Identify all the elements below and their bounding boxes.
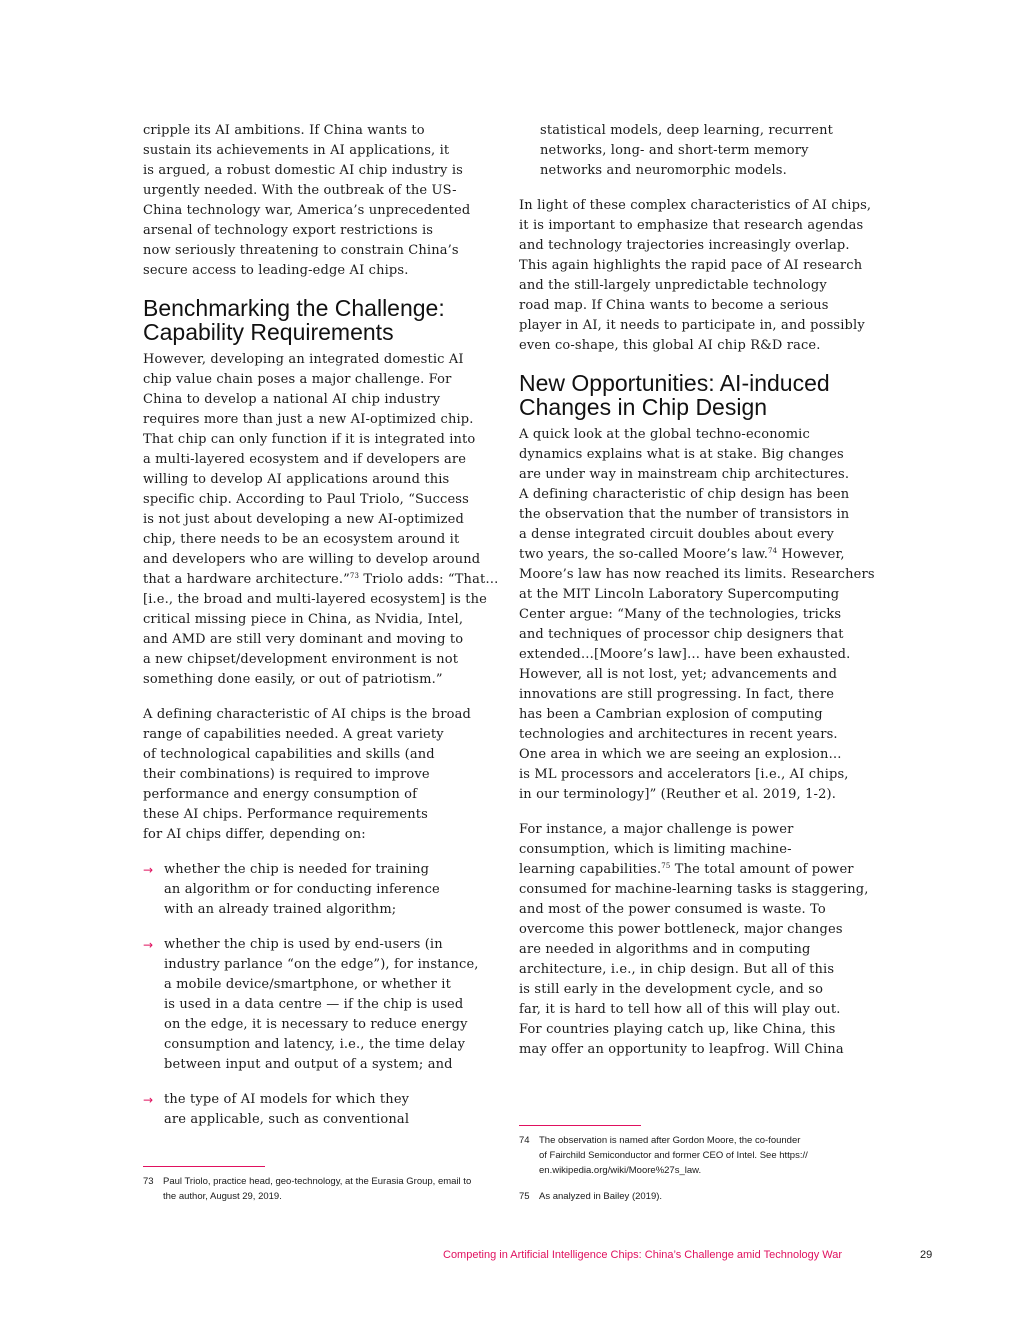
paragraph-text: The total amount of power consumed for machine-learning tasks is staggering, and most of the power consumed is waste. To overcome this power bottleneck, major changes are needed in algorithms and in computing architecture, i.e., in chip design. But all of this is still early in the development cycle, and so far, it is hard to tell how all of this will play out. For countries playing catch up, like China, this may offer an opportunity to leapfrog. Will China	[519, 862, 869, 1057]
paragraph-text: A quick look at the global techno-economic dynamics explains what is at stake. Big changes are under way in mainstream chip architectures. A defining characteristic of chip design has been the observation that the number of transistors in a dense integrated circuit doubles about every two years, the so-called Moore’s law.	[519, 427, 850, 562]
footnote-ref-75[interactable]: 75	[661, 862, 671, 870]
footnote-text: The observation is named after Gordon Moore, the co-founder of Fairchild Semiconductor and former CEO of Intel. See https:// en.wikipedia.org/wiki/Moore%27s_law.	[539, 1135, 808, 1176]
left-column	[143, 121, 505, 1145]
paragraph-text: Triolo adds: “That… [i.e., the broad and multi-layered ecosystem] is the critical missing piece in China, as Nvidia, Intel, and AMD are still very dominant and moving to a new chipset/development environment is not something done easily, or out of patriotism.”	[143, 572, 499, 687]
paragraph-power-consumption	[519, 820, 881, 1060]
right-arrow-icon: →	[143, 938, 154, 952]
paragraph-text: For instance, a major challenge is power consumption, which is limiting machine- learning capabilities.	[519, 822, 794, 877]
paragraph-complex-characteristics: In light of these complex characteristics of AI chips, it is important to emphasize that research agendas and technology trajectories increasingly overlap. This again highlights the rapid pace of AI research and the still-largely unpredictable technology road map. If China wants to become a serious player in AI, it needs to participate in, and possibly even co-shape, this global AI chip R&D race.	[519, 198, 872, 353]
running-footer-title: Competing in Artificial Intelligence Chips: China’s Challenge amid Technology War	[443, 1249, 843, 1261]
list-item-text: statistical models, deep learning, recurrent networks, long- and short-term memory networks and neuromorphic models.	[540, 123, 834, 178]
footnote-ref-73[interactable]: 73	[349, 572, 360, 580]
footnote-divider	[143, 1166, 265, 1167]
footnote-divider	[519, 1125, 641, 1126]
list-item	[143, 860, 505, 920]
right-column	[519, 121, 881, 1075]
paragraph-moores-law	[519, 425, 881, 805]
paragraph-text: However, developing an integrated domestic AI chip value chain poses a major challenge. For China to develop a national AI chip industry requires more than just a new AI-optimized chip. That chip can only function if it is integrated into a multi-layered ecosystem and if developers are willing to develop AI applications around this specific chip. According to Paul Triolo, “Success is not just about developing a new AI-optimized chip, there needs to be an ecosystem around it and developers who are willing to develop around that a hardware architecture.”	[143, 352, 481, 587]
footnote-75	[519, 1189, 881, 1204]
footnote-text: As analyzed in Bailey (2019).	[539, 1191, 663, 1202]
footnote-text: Paul Triolo, practice head, geo-technology, at the Eurasia Group, email to the author, August 29, 2019.	[163, 1176, 472, 1202]
page-number: 29	[920, 1249, 933, 1261]
footnote-74	[519, 1133, 881, 1178]
footnote-73	[143, 1174, 505, 1204]
right-arrow-icon: →	[143, 863, 154, 877]
section-heading-benchmarking: Benchmarking the Challenge: Capability Requirements	[143, 295, 445, 345]
section-heading-new-opportunities: New Opportunities: AI-induced Changes in Chip Design	[519, 370, 830, 420]
list-item-text: whether the chip is used by end-users (in industry parlance “on the edge”), for instance, a mobile device/smartphone, or whether it is used in a data centre — if the chip is used on the edge, it is necessary to reduce energy consumption and latency, i.e., the time delay between input and output of a system; and	[164, 937, 479, 1072]
list-item	[143, 1090, 505, 1130]
footnote-number: 74	[519, 1135, 530, 1146]
paragraph-ecosystem	[143, 350, 505, 690]
footnote-number: 75	[519, 1191, 530, 1202]
footnote-number: 73	[143, 1176, 154, 1187]
right-arrow-icon: →	[143, 1093, 154, 1107]
paragraph-text: However, Moore’s law has now reached its limits. Researchers at the MIT Lincoln Laboratory Supercomputing Center argue: “Many of the technologies, tricks and techniques of processor chip designers that extended…[Moore’s law]… have been exhausted. However, all is not lost, yet; advancements and innovations are still progressing. In fact, there has been a Cambrian explosion of computing technologies and architectures in recent years. One area in which we are seeing an explosion… is ML processors and accelerators [i.e., AI chips, in our terminology]” (Reuther et al. 2019, 1-2).	[519, 547, 875, 802]
paragraph-capabilities: A defining characteristic of AI chips is the broad range of capabilities needed. A great variety of technological capabilities and skills (and their combinations) is required to improve performance and energy consumption of these AI chips. Performance requirements for AI chips differ, depending on:	[143, 707, 471, 842]
list-item-text: whether the chip is needed for training an algorithm or for conducting inference with an already trained algorithm;	[164, 862, 440, 917]
list-item-continuation	[519, 121, 881, 181]
list-item	[143, 935, 505, 1075]
intro-paragraph: cripple its AI ambitions. If China wants to sustain its achievements in AI applications, it is argued, a robust domestic AI chip industry is urgently needed. With the outbreak of the US- China technology war, America’s unprecedented arsenal of technology export restrictions is now seriously threatening to constrain China’s secure access to leading-edge AI chips.	[143, 123, 471, 278]
list-item-text: the type of AI models for which they are applicable, such as conventional	[164, 1092, 410, 1127]
footnote-ref-74[interactable]: 74	[768, 547, 778, 555]
